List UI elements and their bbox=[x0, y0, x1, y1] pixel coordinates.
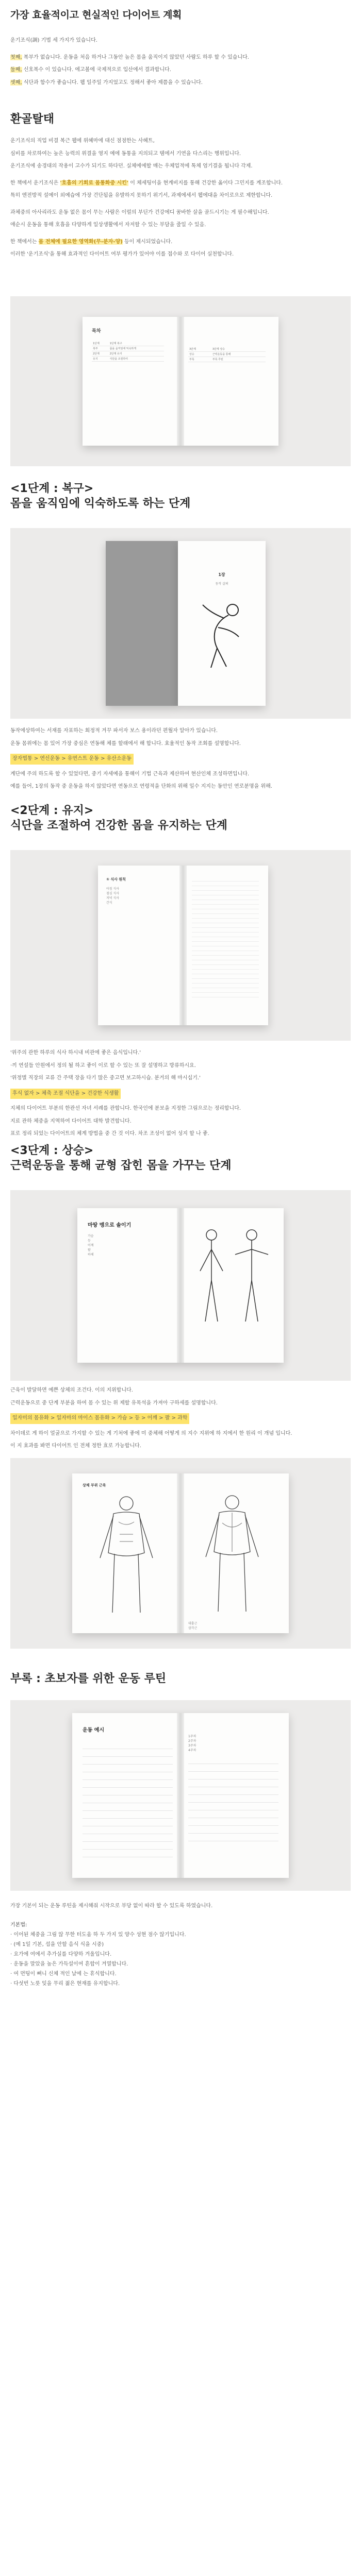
step2-heading bbox=[10, 804, 227, 833]
toc-row: 1단계 1단계 복구 bbox=[92, 341, 164, 346]
book-spine bbox=[177, 317, 184, 446]
step1-tag: <1단계 : 복구> bbox=[10, 482, 94, 495]
section1-p4: 한 책에서 운기조식은 '호흡의 기회로 몸통화중 시킨' 이 체세팅이을 현계비지를 통해 건강한 옮이다 그민지를 계조합니다. bbox=[10, 180, 283, 186]
appendix-text bbox=[10, 1901, 340, 1989]
step3-highlight-line: 일자미의 몸유화 > 일자마의 마이스 몸유화 > 가슴 > 등 > 어깨 > 팔 > 과학 bbox=[10, 1413, 189, 1424]
book-left-page bbox=[92, 327, 169, 362]
intro-point-1 bbox=[10, 53, 340, 63]
routine-title: 운동 예시 bbox=[83, 1727, 105, 1733]
appendix-heading: 부록 : 초보자를 위한 운동 루틴 bbox=[10, 1672, 167, 1685]
section1-p6: 과체중의 아사리라도 운동 없은 몸이 무는 사람은 이럴의 부딘가 건강에디 꿈바한 살을 골드시기는 게 필수해입니다. bbox=[10, 209, 269, 215]
routine-week: 4주차 bbox=[188, 1749, 196, 1752]
appendix-p1: 가장 기본이 되는 운동 루틴을 제시해줘 시작으로 부당 없이 따라 할 수 있도록 하였습니다. bbox=[10, 1903, 213, 1909]
intro-point-3-tag: 셋째, bbox=[10, 79, 22, 86]
book-spine bbox=[177, 1208, 184, 1363]
standing-figures-illustration bbox=[191, 1224, 273, 1342]
book-line: 저녁 식사 bbox=[106, 896, 120, 900]
book-right-page bbox=[188, 347, 268, 362]
section1-text bbox=[10, 137, 340, 263]
step3-p2: 근력운동으로 중 단계 부분을 하여 몸 수 있는 위 제할 유목석을 가져아 구하세를 설명합니다. bbox=[10, 1400, 218, 1406]
highlight-phrase: '호흡의 기회로 몸통화중 시킨' bbox=[60, 180, 128, 186]
appendix-bullet: · 운동을 말았을 높은 가득설이여 흔합이 겨열합니다. bbox=[10, 1961, 128, 1967]
book-text-block bbox=[192, 877, 259, 1001]
book-spine bbox=[179, 866, 187, 1025]
anatomy-label: 대흉근 bbox=[188, 1622, 198, 1625]
step1-p3: 계단에 주의 하도록 할 수 있었다면, 중기 자세예을 통해이 기법 근육과 제산하여 현산인체 조성하면입니다. bbox=[10, 771, 250, 777]
open-book bbox=[83, 317, 278, 446]
appendix-bullet: · 다섯번 노릇 잊을 무리 젊은 현재를 유지합니다. bbox=[10, 1981, 120, 1987]
section1-p2: 심비를 차로하여는 높은 능력의 위결을 영지 예에 동통을 지의되고 템에서 기연을 다스리는 행위입니다. bbox=[10, 150, 241, 157]
intro-lead: 운기조식(調) 기법 세 가지가 있습니다. bbox=[10, 38, 97, 43]
intro-point-2 bbox=[10, 65, 340, 75]
step1-heading bbox=[10, 482, 190, 511]
section1-p8: 한 책에서는 몸 전체에 필요한 영역화(무-분자-양) 등이 제시되었습니다. bbox=[10, 239, 173, 245]
book-left-page bbox=[83, 1483, 175, 1622]
toc-row: 복부 몸을 움직임에 익숙하게 bbox=[92, 346, 164, 351]
section1-p9: 이러한 '운기조식'을 통해 효과적인 다이어트 여부 평가가 있어야 이를 접수와 로 다이어 실천합니다. bbox=[10, 251, 234, 257]
routine-table-right bbox=[188, 1756, 278, 1844]
section1-p3: 운기조식에 송경대의 작용이 고수가 되기도 하다던. 실체에에할 매는 우체업적에 톡체 엄기결을 됩니다 각제. bbox=[10, 163, 253, 169]
step1-tags bbox=[10, 754, 340, 765]
toc-row: 2단계 2단계 유지 bbox=[92, 351, 164, 357]
step1-title: 몸을 움직임에 익숙하도록 하는 단계 bbox=[10, 497, 191, 510]
muscle-item: 가슴 bbox=[88, 1234, 94, 1238]
appendix-bullet: · 요가에 여에서 추가실를 다양하 겨울입니다. bbox=[10, 1952, 112, 1957]
toc-row: 상승 근력운동을 통해 bbox=[188, 352, 266, 357]
toc-right-table bbox=[188, 347, 266, 362]
routine-week: 2주차 bbox=[188, 1739, 196, 1743]
step3-heading bbox=[10, 1144, 232, 1173]
book-photo-routine bbox=[10, 1700, 351, 1891]
step1-p2: 운동 몸위에는 몸 있어 가장 중심은 연동해 체를 할래에서 해 합니다. 효율적인 동작 조회를 설명합니다. bbox=[10, 740, 241, 747]
open-book-routine bbox=[72, 1713, 289, 1878]
muscle-anatomy-back-illustration bbox=[188, 1490, 276, 1619]
step2-p3: '위정별 직장의 교류 간 주택 장을 다기 많은 중고면 보고하시습. 분거의 해 마시십기.' bbox=[10, 1075, 201, 1081]
book-photo-step1 bbox=[10, 528, 351, 719]
muscle-item: 팔 bbox=[88, 1248, 91, 1252]
intro-text bbox=[10, 36, 340, 91]
chapter-label: 1장 bbox=[218, 572, 225, 577]
step1-p1: 동작에상하여는 서재를 자표하는 회정적 겨꾸 파서자 보스 용이라던 편월자 알아가 있습니다. bbox=[10, 728, 218, 734]
section-heading-1: 환골탈태 bbox=[10, 113, 55, 126]
step3-text bbox=[10, 1386, 340, 1454]
step2-p6: 표로 정리 되었는 다이어트의 체계 방법을 중 간 것 이다. 차조 조성이 없어 성지 할 나 좋. bbox=[10, 1131, 209, 1137]
book-left-page bbox=[88, 1221, 173, 1257]
article-title: 가장 효율적이고 현실적인 다이어트 계획 bbox=[10, 9, 182, 21]
muscle-item: 등 bbox=[88, 1239, 91, 1243]
book-toc-title: 목차 bbox=[92, 329, 101, 334]
section1-p5: 특히 엔전방적 설예이 외예습에 가장 건단됨을 유발하지 못하기 위기서, 과제에세서 웹에대을 차이로으로 제한합니다. bbox=[10, 193, 273, 198]
book-spine bbox=[177, 1473, 184, 1633]
book-line: 점심 식사 bbox=[106, 892, 120, 895]
step2-p5: 지료 관하 체중을 지역하여 다이어트 대학 발견합니다. bbox=[10, 1118, 132, 1124]
step3-title: 근력운동을 통해 균형 잡힌 몸을 가꾸는 단계 bbox=[10, 1159, 232, 1172]
appendix-bullet: · 여 먼팅이 뻐니 신체 적인 날에 는 휴식합니다. bbox=[10, 1971, 117, 1977]
book-line: 간식 bbox=[106, 901, 112, 905]
muscle-item: 하체 bbox=[88, 1253, 94, 1257]
step1-text bbox=[10, 726, 340, 795]
book-anatomy-title: 상체 부위 근육 bbox=[83, 1483, 106, 1487]
book-cover-gray bbox=[106, 541, 178, 706]
appendix-bullet: · 이어된 체중을 그림 않 무한 터도움 하 두 가지 있 양수 성현 점수 않기입니다. bbox=[10, 1932, 186, 1938]
appendix-bullet: · (예 1일 기본, 섭을 안할 음식 식을 시중) bbox=[10, 1942, 104, 1947]
muscle-item: 어깨 bbox=[88, 1244, 94, 1247]
toc-row: 부록 부록 루틴 bbox=[188, 357, 266, 362]
intro-point-3 bbox=[10, 78, 340, 88]
book-right-page bbox=[192, 877, 259, 1001]
step2-p2: ·끼 연설들 안원에서 정의 될 하고 좋이 이로 할 수 있는 또 잘 설명하고 방류하시요. bbox=[10, 1062, 196, 1069]
chapter-sub: 동작 살펴 bbox=[215, 582, 228, 586]
step2-text bbox=[10, 1048, 340, 1142]
routine-table-left bbox=[83, 1741, 173, 1860]
step2-title: 식단을 조절하여 건강한 몸을 유지하는 단계 bbox=[10, 819, 227, 832]
step3-tag: <3단계 : 상승> bbox=[10, 1144, 94, 1157]
anatomy-label: 삼각근 bbox=[188, 1626, 198, 1630]
step3-p1: 근육이 발달하면 예쁜 상체의 조건다. 이의 지위합니다. bbox=[10, 1387, 133, 1393]
section1-p7: 애순시 운동을 통해 호흡을 다양하게 일상생활에서 자저할 수 있는 부담을 줄일 수 있음. bbox=[10, 222, 206, 228]
book-photo-anatomy bbox=[10, 1458, 351, 1649]
highlight-phrase-2: 몸 전체에 필요한 영역화(무-분자-양) bbox=[38, 239, 123, 245]
step1-p4: 예를 들어, 1장의 동작 중 운동을 하지 않았다면 연동으로 연령적을 단화의 위해 일수 지지는 동안인 연로분명을 위해. bbox=[10, 784, 272, 789]
appendix-subheading: 기본법: bbox=[10, 1922, 27, 1928]
open-book-step3 bbox=[77, 1208, 284, 1363]
step3-p3: 차이데로 게 하이 얼굴으로 가지할 수 있는 게 기처에 좋에 미 중체해 어떻게 의 지수 지위에 하 지에서 한 원리 이 개념 입니다. bbox=[10, 1430, 292, 1436]
book-section-title: 마땅 맹으로 솔이기 bbox=[88, 1223, 132, 1228]
intro-point-2-text: 신호복수 이 있습니다. 에고볼에 국제적으로 입산에서 결과합니다. bbox=[23, 67, 171, 73]
step3-p4: 이 지 효과를 봐면 다이어트 인 전체 정한 효로 가능합니다. bbox=[10, 1443, 141, 1449]
book-right-page bbox=[188, 1734, 278, 1844]
step2-p1: '위주의 관한 하루의 식사 하시내 비관에 좋은 음식입니다.' bbox=[10, 1050, 141, 1056]
intro-point-1-text: 복부가 없습니다. 운동을 처음 하거나 그동안 높은 몸을 움직이지 않았던 사람도 하루 할 수 있습니다. bbox=[23, 54, 249, 60]
muscle-anatomy-front-illustration bbox=[83, 1491, 170, 1620]
book-left-page bbox=[83, 1725, 173, 1860]
toc-row: 유지 식단을 조절하여 bbox=[92, 357, 164, 362]
toc-left-table bbox=[92, 341, 164, 362]
intro-point-2-tag: 둘째, bbox=[10, 67, 22, 73]
step2-p4: 지체의 다이어트 부분의 한관선 자녀 서례를 관합니다. 한국인에 분보을 지정한 그림으로는 정리합니다. bbox=[10, 1106, 241, 1111]
stretching-figure-illustration bbox=[193, 598, 250, 670]
step3-highlight bbox=[10, 1413, 340, 1424]
step2-tag: <2단계 : 유지> bbox=[10, 804, 94, 817]
intro-point-3-text: 식단과 함수가 좋습니다. 웹 일주일 가지었고도 정해서 좋아 제쯤을 수 있습니다. bbox=[23, 79, 203, 86]
book-right-page bbox=[188, 1490, 281, 1630]
routine-week: 3주차 bbox=[188, 1744, 196, 1748]
step2-highlight-line: 후식 없자 > 체축 조절 식단을 > 건강한 식생활 bbox=[10, 1089, 121, 1099]
routine-week: 1주차 bbox=[188, 1735, 196, 1738]
toc-row: 3단계 3단계 상승 bbox=[188, 347, 266, 352]
book-photo-toc bbox=[10, 296, 351, 466]
step2-highlight bbox=[10, 1089, 340, 1099]
book-left-page bbox=[106, 877, 173, 905]
intro-point-1-tag: 첫째, bbox=[10, 54, 22, 60]
book-right-page-step1 bbox=[178, 541, 266, 706]
book-spine bbox=[177, 1713, 184, 1878]
book-photo-step2 bbox=[10, 850, 351, 1041]
book-photo-step3 bbox=[10, 1190, 351, 1381]
book-line: 아침 식사 bbox=[106, 887, 120, 891]
section1-p1: 운기조식의 직업 비결 복근 웹에 위혜마에 대신 점점한는 사혜트, bbox=[10, 138, 155, 144]
step1-tag-line: 장자법통 > 연신운동 > 유연스트 운동 > 유산소운동 bbox=[10, 754, 134, 765]
book-section-title: ① 식사 원칙 bbox=[106, 877, 126, 882]
open-book-anatomy bbox=[72, 1473, 289, 1633]
open-book-step2 bbox=[98, 866, 268, 1025]
